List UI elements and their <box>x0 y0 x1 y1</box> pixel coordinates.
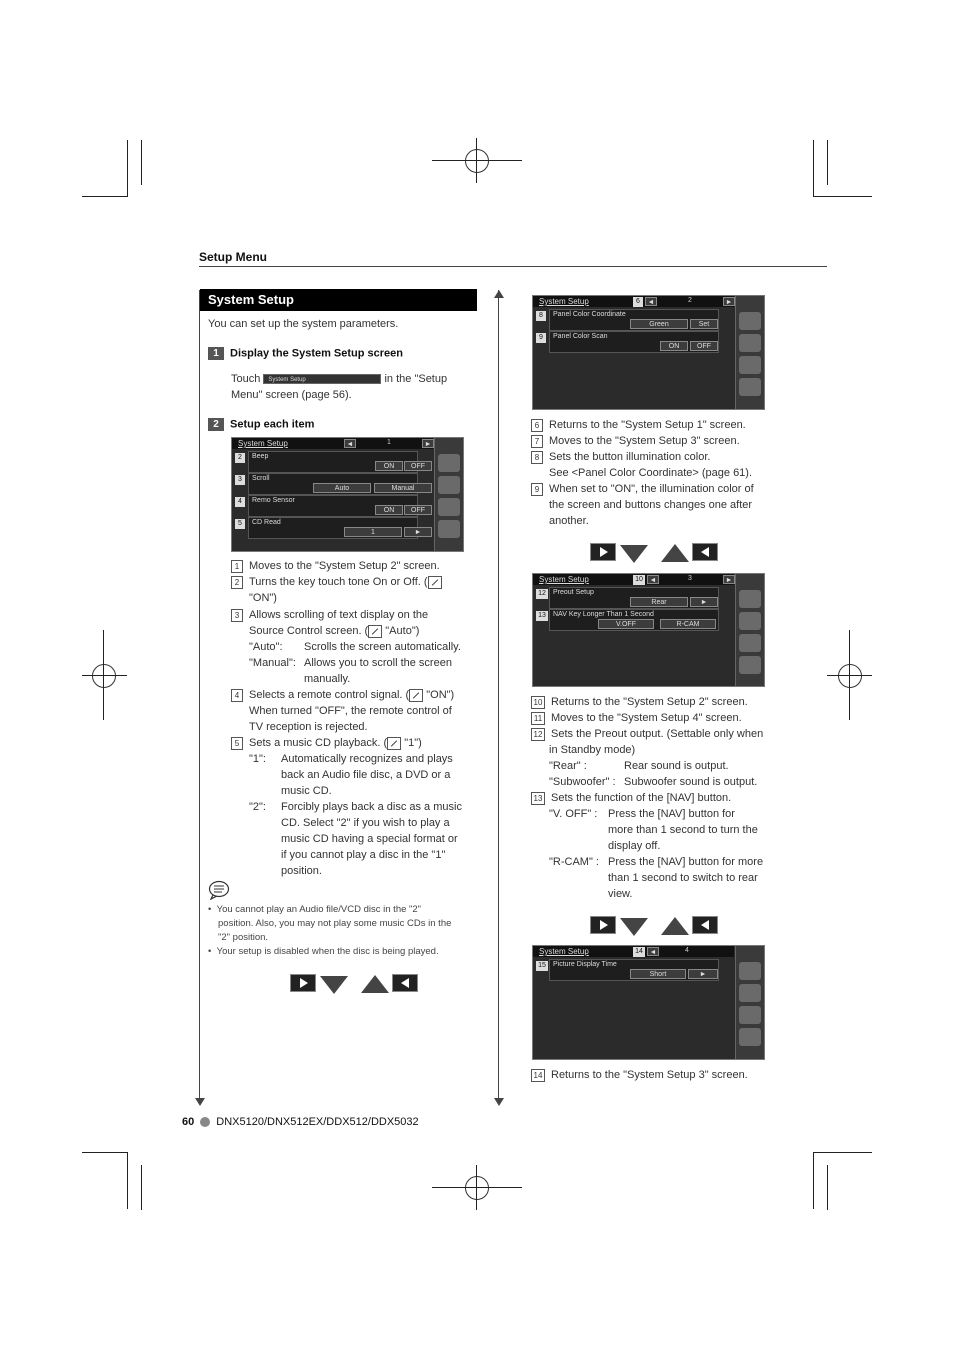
scroll-manual-button[interactable]: Manual <box>374 483 432 493</box>
screen-3-side-panel <box>735 574 764 686</box>
rcam-v3: view. <box>608 888 633 900</box>
down-arrow-icon <box>620 918 648 936</box>
voff-v2: more than 1 second to turn the <box>608 824 758 836</box>
screen-3-page: 3 <box>688 575 692 582</box>
cd-1-v2: back an Audio file disc, a DVD or a <box>281 769 451 781</box>
registration-mark-left <box>92 664 116 688</box>
cd-read-next-button[interactable]: ► <box>404 527 432 537</box>
marker-4: 4 <box>235 497 245 507</box>
nav-key-row <box>549 609 719 631</box>
left-column-line <box>199 290 200 1100</box>
item-3-line-2: Source Control screen. ( "Auto") <box>249 625 420 637</box>
manual-value-1: Allows you to scroll the screen <box>304 657 452 669</box>
preout-value: Rear <box>630 597 688 607</box>
panel-color-value: Green <box>630 319 688 329</box>
marker-13: 13 <box>536 611 548 621</box>
screen-1-title: System Setup <box>238 439 288 448</box>
cd-read-row <box>248 517 422 539</box>
edit-icon <box>428 576 442 589</box>
item-6: 6 Returns to the "System Setup 1" screen. <box>531 417 746 433</box>
rcam-v1: Press the [NAV] button for more <box>608 856 764 868</box>
up-arrow-icon <box>661 544 689 562</box>
section-header: Setup Menu <box>199 250 267 264</box>
panel-scan-label: Panel Color Scan <box>553 333 608 340</box>
cd-2-v2: CD. Select "2" if you wish to play a <box>281 817 450 829</box>
disc-icon[interactable] <box>739 356 761 374</box>
subwoofer-value: Subwoofer sound is output. <box>624 776 758 788</box>
item-14: 14 Returns to the "System Setup 3" screen. <box>531 1067 748 1083</box>
note-1: • You cannot play an Audio file/VCD disc in the "2" <box>208 904 422 915</box>
source-icon[interactable] <box>739 984 761 1002</box>
step-2-number: 2 <box>208 418 224 431</box>
remo-sensor-label: Remo Sensor <box>252 497 295 504</box>
v-off-button[interactable]: V.OFF <box>598 619 654 629</box>
item-5: 5 Sets a music CD playback. ( "1") <box>231 735 422 751</box>
item-12: 12 Sets the Preout output. (Settable only when <box>531 726 763 742</box>
screen-3-marker-10: 10 <box>633 575 645 585</box>
item-10: 10 Returns to the "System Setup 2" screen. <box>531 694 748 710</box>
remo-off-button[interactable]: OFF <box>404 505 432 515</box>
note-1-line-2: position. Also, you may not play some music CDs in the <box>218 918 452 929</box>
screen-1-page: 1 <box>387 439 391 446</box>
disc-icon[interactable] <box>438 498 460 516</box>
edit-icon <box>368 625 382 638</box>
marker-15: 15 <box>536 961 548 971</box>
screen-3-prev-button[interactable]: ◄ <box>647 575 659 584</box>
nav-key-label: NAV Key Longer Than 1 Second <box>553 611 654 618</box>
beep-off-button[interactable]: OFF <box>404 461 432 471</box>
menu-icon[interactable] <box>739 962 761 980</box>
menu-icon[interactable] <box>739 312 761 330</box>
item-2-line-2: "ON") <box>249 592 277 604</box>
beep-label: Beep <box>252 453 269 460</box>
rear-value: Rear sound is output. <box>624 760 729 772</box>
screen-2-side-panel <box>735 296 764 409</box>
cd-2-v1: Forcibly plays back a disc as a music <box>281 801 462 813</box>
screen-4-page: 4 <box>685 947 689 954</box>
registration-mark-right <box>838 664 862 688</box>
screen-2-marker-6: 6 <box>633 297 643 307</box>
item-9-line-2: the screen and buttons changes one after <box>549 499 753 511</box>
remo-sensor-row <box>248 495 425 517</box>
item-9-line-3: another. <box>549 515 589 527</box>
page-title: System Setup <box>200 289 477 311</box>
instruction-rest: in the "Setup <box>384 373 448 385</box>
screen-4-marker-14: 14 <box>633 947 645 957</box>
scroll-auto-button[interactable]: Auto <box>313 483 371 493</box>
marker-12: 12 <box>536 589 548 599</box>
model-names: DNX5120/DNX512EX/DDX512/DDX5032 <box>216 1116 419 1128</box>
item-8-line-2: See <Panel Color Coordinate> (page 61). <box>549 467 753 479</box>
voff-v1: Press the [NAV] button for <box>608 808 735 820</box>
item-2: 2 Turns the key touch tone On or Off. ( <box>231 574 442 590</box>
touch-text: Touch <box>231 373 261 385</box>
remo-on-button[interactable]: ON <box>375 505 403 515</box>
footer-dot-icon <box>200 1117 210 1127</box>
item-12-line-2: in Standby mode) <box>549 744 636 756</box>
note-2: • Your setup is disabled when the disc is being played. <box>208 946 439 957</box>
prev-arrow-icon <box>692 543 718 561</box>
preout-label: Preout Setup <box>553 589 594 596</box>
screen-3-next-button[interactable]: ► <box>723 575 735 584</box>
auto-value: Scrolls the screen automatically. <box>304 641 461 653</box>
panel-scan-row <box>549 331 719 353</box>
system-setup-screen-4 <box>532 945 765 1060</box>
step-2 <box>208 418 314 431</box>
manual-value-2: manually. <box>304 673 351 685</box>
screen-4-side-panel <box>735 946 764 1059</box>
settings-icon[interactable] <box>739 656 761 674</box>
cd-1-key: "1": <box>249 753 266 765</box>
next-arrow-icon <box>290 974 316 992</box>
next-arrow-icon <box>590 543 616 561</box>
scroll-label: Scroll <box>252 475 270 482</box>
item-4: 4 Selects a remote control signal. ( "ON") <box>231 687 454 703</box>
up-arrow-icon <box>361 975 389 993</box>
prev-arrow-icon <box>692 916 718 934</box>
system-setup-screen-1 <box>231 437 464 552</box>
page-footer <box>182 1116 419 1128</box>
disc-icon[interactable] <box>739 1006 761 1024</box>
screen-2-title: System Setup <box>539 297 589 306</box>
settings-icon[interactable] <box>739 378 761 396</box>
screen-3-title: System Setup <box>539 575 589 584</box>
intro-text: You can set up the system parameters. <box>208 318 399 330</box>
rear-key: "Rear" : <box>549 760 587 772</box>
marker-3: 3 <box>235 475 245 485</box>
settings-icon[interactable] <box>739 1028 761 1046</box>
note-1-line-3: "2" position. <box>218 932 269 943</box>
preout-next-button[interactable]: ► <box>690 597 718 607</box>
marker-5: 5 <box>235 519 245 529</box>
edit-icon <box>387 737 401 750</box>
voff-v3: display off. <box>608 840 661 852</box>
cd-1-v1: Automatically recognizes and plays <box>281 753 453 765</box>
header-rule <box>199 266 827 267</box>
system-setup-screen-3 <box>532 573 765 687</box>
picture-display-label: Picture Display Time <box>553 961 617 968</box>
picture-display-value: Short <box>630 969 686 979</box>
step-1-instruction <box>231 371 447 387</box>
cd-2-key: "2": <box>249 801 266 813</box>
picture-display-row <box>549 959 719 981</box>
screen-2-next-button[interactable]: ► <box>723 297 735 306</box>
item-13: 13 Sets the function of the [NAV] button. <box>531 790 731 806</box>
rcam-key: "R-CAM" : <box>549 856 599 868</box>
down-arrow-icon <box>620 545 648 563</box>
step-1-number: 1 <box>208 347 224 360</box>
cd-2-v3: music CD having a special format or <box>281 833 458 845</box>
screen-1-side-panel <box>434 438 463 551</box>
panel-color-row <box>549 309 719 331</box>
registration-mark-top <box>465 149 489 173</box>
item-11: 11 Moves to the "System Setup 4" screen. <box>531 710 742 726</box>
cd-1-v3: music CD. <box>281 785 332 797</box>
marker-9: 9 <box>536 333 546 343</box>
cd-2-v5: position. <box>281 865 322 877</box>
menu-icon[interactable] <box>438 454 460 472</box>
scroll-row <box>248 473 418 495</box>
beep-row <box>248 451 425 473</box>
next-arrow-icon <box>590 916 616 934</box>
item-3: 3 Allows scrolling of text display on the <box>231 607 428 623</box>
item-1: 1 Moves to the "System Setup 2" screen. <box>231 558 440 574</box>
picture-display-next-button[interactable]: ► <box>688 969 718 979</box>
screen-2-prev-button[interactable]: ◄ <box>645 297 657 306</box>
source-icon[interactable] <box>739 612 761 630</box>
preout-row <box>549 587 719 609</box>
system-setup-screen-2 <box>532 295 765 410</box>
registration-mark-bottom <box>465 1176 489 1200</box>
source-icon[interactable] <box>739 334 761 352</box>
system-setup-button[interactable]: System Setup <box>263 374 381 384</box>
screen-2-page: 2 <box>688 297 692 304</box>
rcam-v2: than 1 second to switch to rear <box>608 872 758 884</box>
disc-icon[interactable] <box>739 634 761 652</box>
panel-color-set-button[interactable]: Set <box>690 319 718 329</box>
prev-arrow-icon <box>392 974 418 992</box>
step-1-label: Display the System Setup screen <box>230 347 404 360</box>
r-cam-button[interactable]: R-CAM <box>660 619 716 629</box>
note-icon <box>208 880 230 900</box>
down-arrow-icon <box>320 976 348 994</box>
item-9: 9 When set to "ON", the illumination color of <box>531 481 754 497</box>
menu-icon[interactable] <box>739 590 761 608</box>
page-number: 60 <box>182 1116 195 1128</box>
item-4-line-2: When turned "OFF", the remote control of <box>249 705 452 717</box>
marker-8: 8 <box>536 311 546 321</box>
item-8: 8 Sets the button illumination color. <box>531 449 710 465</box>
step-2-label: Setup each item <box>230 418 315 431</box>
settings-icon[interactable] <box>438 520 460 538</box>
voff-key: "V. OFF" : <box>549 808 598 820</box>
panel-scan-on-button[interactable]: ON <box>660 341 688 351</box>
panel-scan-off-button[interactable]: OFF <box>690 341 718 351</box>
item-4-line-3: TV reception is rejected. <box>249 721 368 733</box>
auto-key: "Auto": <box>249 641 283 653</box>
panel-color-label: Panel Color Coordinate <box>553 311 626 318</box>
screen-1-next-button[interactable]: ► <box>422 439 434 448</box>
subwoofer-key: "Subwoofer" : <box>549 776 616 788</box>
marker-2: 2 <box>235 453 245 463</box>
beep-on-button[interactable]: ON <box>375 461 403 471</box>
manual-key: "Manual": <box>249 657 296 669</box>
source-icon[interactable] <box>438 476 460 494</box>
middle-column-line <box>498 290 499 1100</box>
step-1-instruction-2: Menu" screen (page 56). <box>231 389 352 401</box>
item-7: 7 Moves to the "System Setup 3" screen. <box>531 433 740 449</box>
cd-read-value: 1 <box>344 527 402 537</box>
screen-1-prev-button[interactable]: ◄ <box>344 439 356 448</box>
edit-icon <box>409 689 423 702</box>
cd-read-label: CD Read <box>252 519 281 526</box>
screen-4-title: System Setup <box>539 947 589 956</box>
up-arrow-icon <box>661 917 689 935</box>
screen-4-prev-button[interactable]: ◄ <box>647 947 659 956</box>
step-1 <box>208 347 403 360</box>
cd-2-v4: if you cannot play a disc in the "1" <box>281 849 446 861</box>
